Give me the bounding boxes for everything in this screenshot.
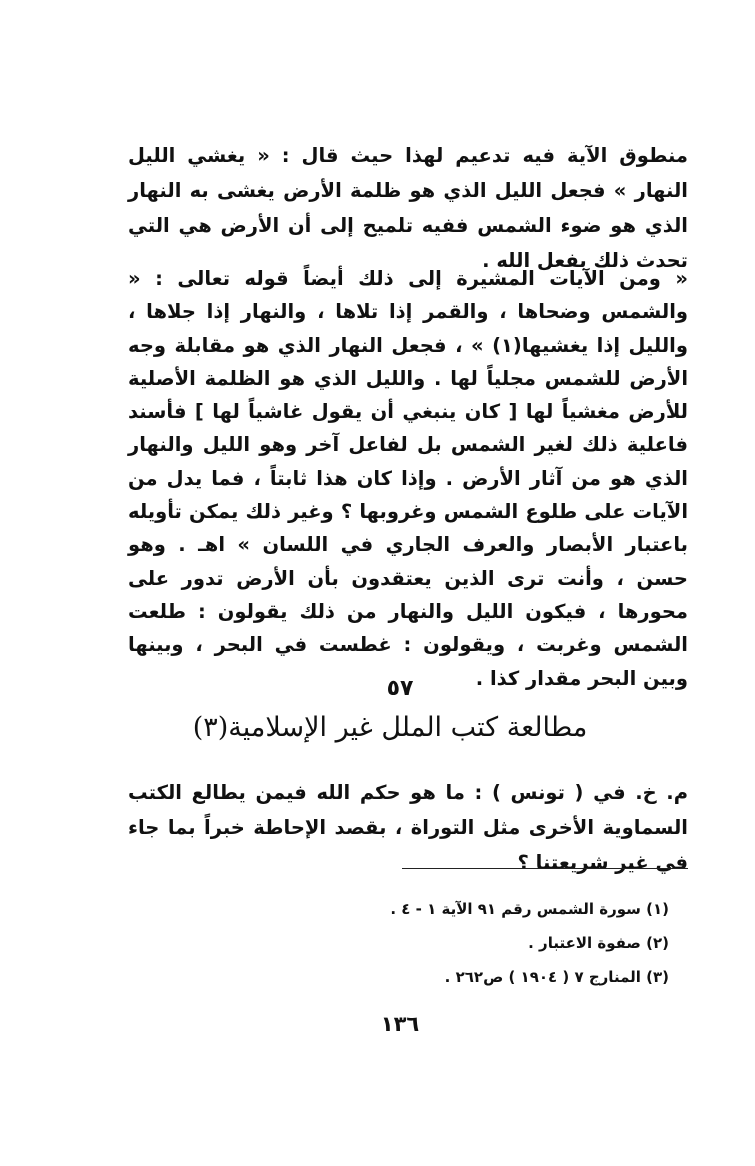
- footnote-divider: [402, 868, 688, 869]
- question-paragraph: م. خ. في ( تونس ) : ما هو حكم الله فيمن يطالع الكتب السماوية الأخرى مثل التوراة ، بقصد الإحاطة خبراً بما جاء في غير شريعتنا ؟: [128, 781, 688, 874]
- section-heading: مطالعة كتب الملل غير الإسلامية(٣): [192, 712, 588, 743]
- footnote-1: (١) سورة الشمس رقم ٩١ الآية ١ - ٤ .: [390, 900, 669, 918]
- section-number: ٥٧: [386, 676, 414, 701]
- body-paragraph-1: منطوق الآية فيه تدعيم لهذا حيث قال : « يغشي الليل النهار » فجعل الليل الذي هو ظلمة الأرض يغشى به النهار الذي هو ضوء الشمس ففيه تلميح إلى أن الأرض هي التي تحدث ذلك بفعل الله .: [128, 144, 688, 272]
- footnote-2: (٢) صفوة الاعتبار .: [528, 934, 669, 952]
- page-number: ١٣٦: [380, 1012, 420, 1036]
- footnotes: [189, 892, 669, 994]
- footnote-3: (٣) المنارج ٧ ( ١٩٠٤ ) ص٢٦٢ .: [444, 968, 669, 986]
- body-paragraph-2: « ومن الآيات المشيرة إلى ذلك أيضاً قوله تعالى : « والشمس وضحاها ، والقمر إذا تلاها ، والنهار إذا جلاها ، والليل إذا يغشيها(١) » ، فجعل النهار الذي هو مقابلة وجه الأرض للشمس مجلياً لها . والليل الذي هو الظلمة الأصلية للأرض مغشياً لها [ كان ينبغي أن يقول غاشياً لها ] فأسند فاعلية ذلك لغير الشمس بل لفاعل آخر وهو الليل والنهار الذي هو من آثار الأرض . وإذا كان هذا ثابتاً ، فما يدل من الآيات على طلوع الشمس وغروبها ؟ وغير ذلك يمكن تأويله باعتبار الأبصار والعرف الجاري في اللسان » اهـ . وهو حسن ، وأنت ترى الذين يعتقدون بأن الأرض تدور على محورها ، فيكون الليل والنهار من ذلك يقولون : طلعت الشمس وغربت ، ويقولون : غطست في البحر ، وبينها وبين البحر مقدار كذا .: [128, 267, 688, 690]
